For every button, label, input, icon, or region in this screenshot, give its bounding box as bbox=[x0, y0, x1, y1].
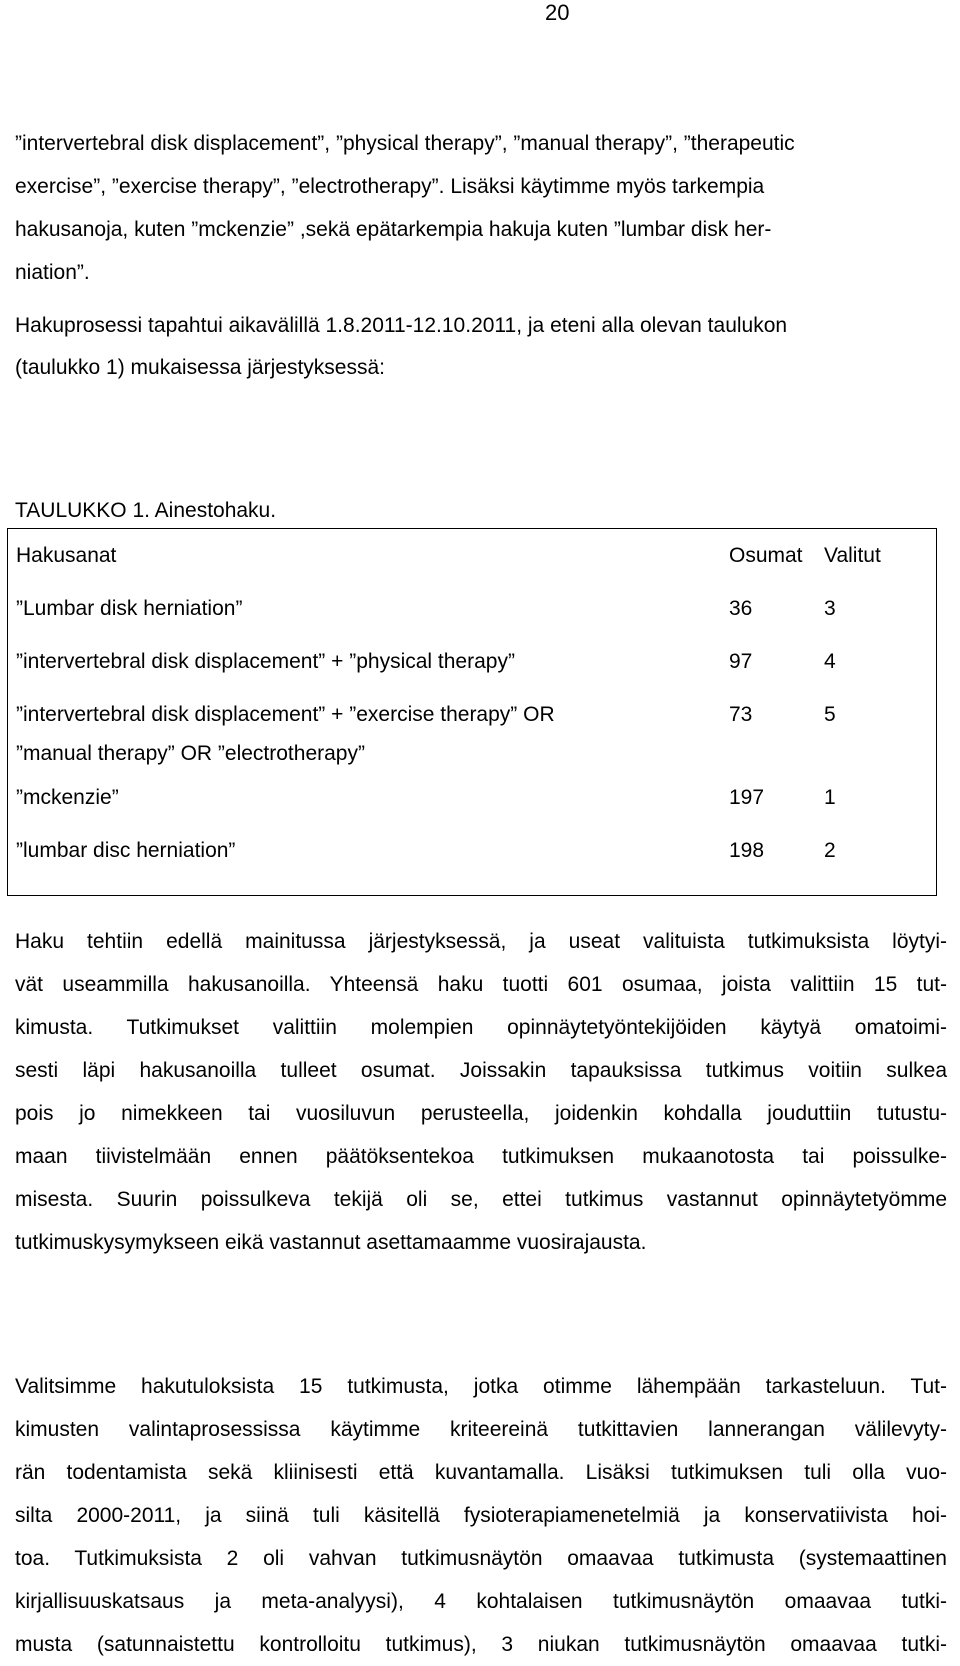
header-search-terms: Hakusanat bbox=[16, 544, 117, 567]
text-line: kirjallisuuskatsaus ja meta-analyysi), 4 kohtalaisen tutkimusnäytön omaavaa tutki- bbox=[15, 1590, 947, 1613]
text-line: silta 2000-2011, ja siinä tuli käsitellä fysioterapiamenetelmiä ja konservatiivista hoi- bbox=[15, 1504, 947, 1527]
paragraph-selection-criteria bbox=[15, 1365, 947, 1666]
text-line: Haku tehtiin edellä mainitussa järjestyksessä, ja useat valituista tutkimuksista löytyi- bbox=[15, 930, 947, 953]
text-line: misesta. Suurin poissulkeva tekijä oli se, ettei tutkimus vastannut opinnäytetyömme bbox=[15, 1188, 947, 1211]
row-hits: 198 bbox=[729, 839, 765, 862]
text-line: musta (satunnaistettu kontrolloitu tutkimus), 3 niukan tutkimusnäytön omaavaa tutki- bbox=[15, 1633, 947, 1656]
row-selected: 1 bbox=[824, 786, 836, 809]
row-query: ”intervertebral disk displacement” + ”physical therapy” bbox=[16, 650, 515, 673]
row-selected: 3 bbox=[824, 597, 836, 620]
text-line: niation”. bbox=[15, 261, 90, 284]
row-hits: 97 bbox=[729, 650, 753, 673]
table-row bbox=[8, 824, 936, 877]
table-header-row bbox=[8, 529, 936, 582]
table-row bbox=[8, 635, 936, 688]
table-row bbox=[8, 688, 936, 771]
paragraph-search-period bbox=[15, 305, 787, 389]
text-line: ”intervertebral disk displacement”, ”physical therapy”, ”manual therapy”, ”therapeutic bbox=[15, 132, 795, 155]
text-line: toa. Tutkimuksista 2 oli vahvan tutkimusnäytön omaavaa tutkimusta (systemaattinen bbox=[15, 1547, 947, 1570]
header-hits: Osumat bbox=[729, 544, 803, 567]
row-hits: 36 bbox=[729, 597, 753, 620]
page-number: 20 bbox=[545, 0, 570, 25]
row-query-line-1: ”intervertebral disk displacement” + ”exercise therapy” OR bbox=[16, 703, 555, 726]
text-line: rän todentamista sekä kliinisesti että kuvantamalla. Lisäksi tutkimuksen tuli olla vuo- bbox=[15, 1461, 947, 1484]
row-query-line-2: ”manual therapy” OR ”electrotherapy” bbox=[16, 742, 365, 765]
text-line: tutkimuskysymykseen eikä vastannut asettamaamme vuosirajausta. bbox=[15, 1231, 647, 1254]
row-query: ”Lumbar disk herniation” bbox=[16, 597, 243, 620]
paragraph-search-process bbox=[15, 920, 947, 1264]
text-line: pois jo nimekkeen tai vuosiluvun perusteella, joidenkin kohdalla jouduttiin tutustu- bbox=[15, 1102, 947, 1125]
row-hits: 73 bbox=[729, 703, 753, 726]
row-hits: 197 bbox=[729, 786, 765, 809]
header-selected: Valitut bbox=[824, 544, 881, 567]
text-line: Hakuprosessi tapahtui aikavälillä 1.8.2011-12.10.2011, ja eteni alla olevan taulukon bbox=[15, 314, 788, 337]
row-selected: 2 bbox=[824, 839, 836, 862]
row-selected: 5 bbox=[824, 703, 836, 726]
row-query: ”lumbar disc herniation” bbox=[16, 839, 236, 862]
text-line: sesti läpi hakusanoilla tulleet osumat. Joissakin tapauksissa tutkimus voitiin sulkea bbox=[15, 1059, 947, 1082]
text-line: exercise”, ”exercise therapy”, ”electrotherapy”. Lisäksi käytimme myös tarkempia bbox=[15, 175, 765, 198]
row-query: ”mckenzie” bbox=[16, 786, 119, 809]
text-line: kimusten valintaprosessissa käytimme kriteereinä tutkittavien lannerangan välilevyty- bbox=[15, 1418, 947, 1441]
text-line: kimusta. Tutkimukset valittiin molempien opinnäytetyöntekijöiden käytyä omatoimi- bbox=[15, 1016, 947, 1039]
text-line: Valitsimme hakutuloksista 15 tutkimusta, jotka otimme lähempään tarkasteluun. Tut- bbox=[15, 1375, 947, 1398]
table-caption: TAULUKKO 1. Ainestohaku. bbox=[15, 499, 277, 522]
row-query bbox=[8, 688, 721, 771]
row-selected: 4 bbox=[824, 650, 836, 673]
table-row bbox=[8, 582, 936, 635]
text-line: hakusanoja, kuten ”mckenzie” ,sekä epätarkempia hakuja kuten ”lumbar disk her- bbox=[15, 218, 772, 241]
search-table bbox=[7, 528, 937, 896]
text-line: maan tiivistelmään ennen päätöksentekoa tutkimuksen mukaanotosta tai poissulke- bbox=[15, 1145, 947, 1168]
text-line: vät useammilla hakusanoilla. Yhteensä haku tuotti 601 osumaa, joista valittiin 15 tut- bbox=[15, 973, 947, 996]
text-line: (taulukko 1) mukaisessa järjestyksessä: bbox=[15, 356, 385, 379]
table-row bbox=[8, 771, 936, 824]
paragraph-search-terms bbox=[15, 122, 795, 294]
